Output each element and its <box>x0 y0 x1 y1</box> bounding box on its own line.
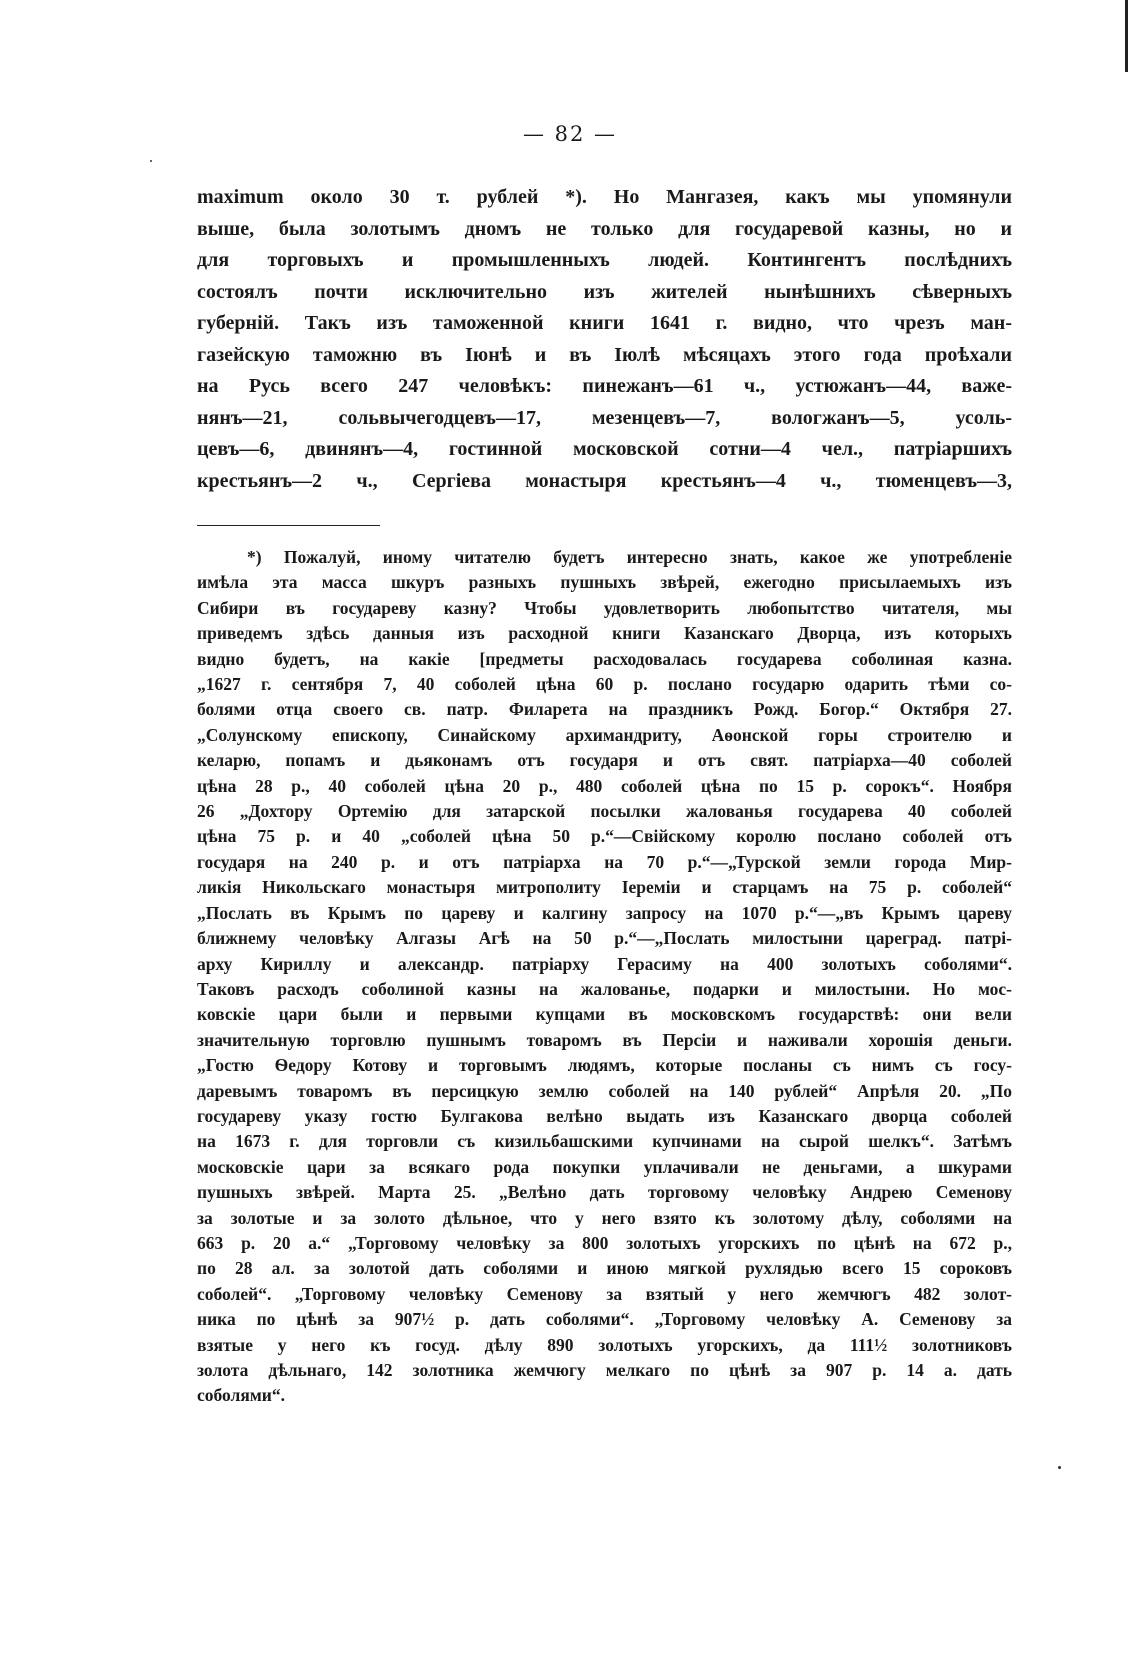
footnote-line: „Послать въ Крымъ по цареву и калгину запросу на 1070 р.“—„въ Крымъ цареву <box>197 902 1012 923</box>
main-text-line: состоялъ почти исключительно изъ жителей нынѣшнихъ сѣверныхъ <box>197 280 1012 303</box>
footnote-line: цѣна 75 р. и 40 „соболей цѣна 50 р.“—Свійскому королю послано соболей отъ <box>197 826 1012 847</box>
main-text <box>197 182 1012 497</box>
main-text-line: нянъ—21, сольвычегодцевъ—17, мезенцевъ—7, вологжанъ—5, усоль- <box>197 406 1012 429</box>
footnote-line: приведемъ здѣсь данныя изъ расходной книги Казанскаго Дворца, изъ которыхъ <box>197 623 1012 644</box>
footnote-line: пушныхъ звѣрей. Марта 25. „Велѣно дать торговому человѣку Андрею Семенову <box>197 1182 1012 1203</box>
footnote-line: золота дѣльнаго, 142 золотника жемчюгу мелкаго по цѣнѣ за 907 р. 14 а. дать <box>197 1360 1012 1380</box>
main-text-line: maximum около 30 т. рублей *). Но Мангазея, какъ мы упомянули <box>197 186 1012 208</box>
footnote-line: имѣла эта масса шкуръ разныхъ пушныхъ звѣрей, ежегодно присылаемыхъ изъ <box>197 572 1012 593</box>
footnote-line: взятые у него къ госуд. дѣлу 890 золотыхъ угорскихъ, да 111½ золотниковъ <box>197 1334 1012 1355</box>
footnote-line: „Солунскому епископу, Синайскому архимандриту, Аѳонской горы строителю и <box>197 724 1012 745</box>
footnote-line: ковскіе цари были и первыми купцами въ московскомъ государствѣ: они вели <box>197 1004 1012 1025</box>
footnote-line: видно будетъ, на какіе [предметы расходовалась государева соболиная казна. <box>197 648 1012 669</box>
footnote-line: государеву указу гостю Булгакова велѣно выдать изъ Казанскаго дворца соболей <box>197 1105 1012 1126</box>
footnote-line: за золотые и за золото дѣльное, что у него взято къ золотому дѣлу, соболями на <box>197 1207 1012 1228</box>
footnote-line: Сибири въ государеву казну? Чтобы удовлетворить любопытство читателя, мы <box>197 597 1012 618</box>
footnote-line: московскіе цари за всякаго рода покупки уплачивали не деньгами, а шкурами <box>197 1156 1012 1177</box>
main-text-line: для торговыхъ и промышленныхъ людей. Контингентъ послѣднихъ <box>197 249 1012 271</box>
footnote-line: келарю, попамъ и дьяконамъ отъ государя и отъ свят. патріарха—40 соболей <box>197 750 1012 771</box>
footnote-line: арху Кириллу и александр. патріарху Герасиму на 400 золотыхъ соболями“. <box>197 953 1012 974</box>
footnote-line: *) Пожалуй, иному читателю будетъ интересно знать, какое же употребленіе <box>247 547 1012 567</box>
footnote <box>197 545 1012 1409</box>
footnote-line: Таковъ расходъ соболиной казны на жалованье, подарки и милостыни. Но мос- <box>197 978 1012 999</box>
footnote-line: даревымъ товаромъ въ персицкую землю соболей на 140 рублей“ Апрѣля 20. „По <box>197 1080 1012 1101</box>
main-text-line: крестьянъ—2 ч., Сергіева монастыря крестьянъ—4 ч., тюменцевъ—3, <box>197 469 1012 492</box>
main-text-line: на Русь всего 247 человѣкъ: пинежанъ—61 ч., устюжанъ—44, важе- <box>197 375 1012 397</box>
footnote-line: соболями“. <box>197 1385 285 1406</box>
footnote-line: соболей“. „Торговому человѣку Семенову за взятый у него жемчюгъ 482 золот- <box>197 1283 1012 1304</box>
footnote-line: цѣна 28 р., 40 соболей цѣна 20 р., 480 соболей цѣна по 15 р. сорокъ“. Ноября <box>197 775 1012 796</box>
footnote-line: значительную торговлю пушнымъ товаромъ въ Персіи и наживали хорошія деньги. <box>197 1029 1012 1050</box>
scan-speck <box>1058 1466 1061 1469</box>
footnote-line: ближнему человѣку Алгазы Агѣ на 50 р.“—„Послать милостыни цареград. патрі- <box>197 928 1012 949</box>
main-text-line: цевъ—6, двинянъ—4, гостинной московской сотни—4 чел., патріаршихъ <box>197 438 1012 460</box>
footnote-line: 663 р. 20 а.“ „Торговому человѣку за 800 золотыхъ угорскихъ по цѣнѣ на 672 р., <box>197 1232 1012 1253</box>
footnote-line: на 1673 г. для торговли съ кизильбашскими купчинами на сырой шелкъ“. Затѣмъ <box>197 1131 1012 1152</box>
footnote-line: государя на 240 р. и отъ патріарха на 70 р.“—„Турской земли города Мир- <box>197 851 1012 872</box>
scan-edge-line <box>1125 0 1128 72</box>
footnote-line: 26 „Дохтору Ортемію для затарской посылки жалованья государева 40 соболей <box>197 801 1012 822</box>
footnote-line: болями отца своего св. патр. Филарета на праздникъ Рожд. Богор.“ Октября 27. <box>197 699 1012 720</box>
main-text-line: газейскую таможню въ Іюнѣ и въ Іюлѣ мѣсяцахъ этого года проѣхали <box>197 343 1012 366</box>
footnote-line: „1627 г. сентября 7, 40 соболей цѣна 60 р. послано государю одарить тѣми со- <box>197 674 1012 695</box>
footnote-line: „Гостю Ѳедору Котову и торговымъ людямъ, которые посланы съ нимъ съ госу- <box>197 1055 1012 1076</box>
footnote-separator <box>197 525 380 526</box>
main-text-line: губерній. Такъ изъ таможенной книги 1641 г. видно, что чрезъ ман- <box>197 312 1012 334</box>
footnote-line: по 28 ал. за золотой дать соболями и иною мягкой рухлядью всего 15 сороковъ <box>197 1258 1012 1279</box>
footnote-line: ника по цѣнѣ за 907½ р. дать соболями“. „Торговому человѣку А. Семенову за <box>197 1309 1012 1330</box>
footnote-line: ликія Никольскаго монастыря митрополиту Іереміи и старцамъ на 75 р. соболей“ <box>197 877 1012 898</box>
main-text-line: выше, была золотымъ дномъ не только для государевой казны, но и <box>197 217 1012 240</box>
scan-speck <box>150 160 152 162</box>
page-number: — 82 — <box>522 122 618 146</box>
